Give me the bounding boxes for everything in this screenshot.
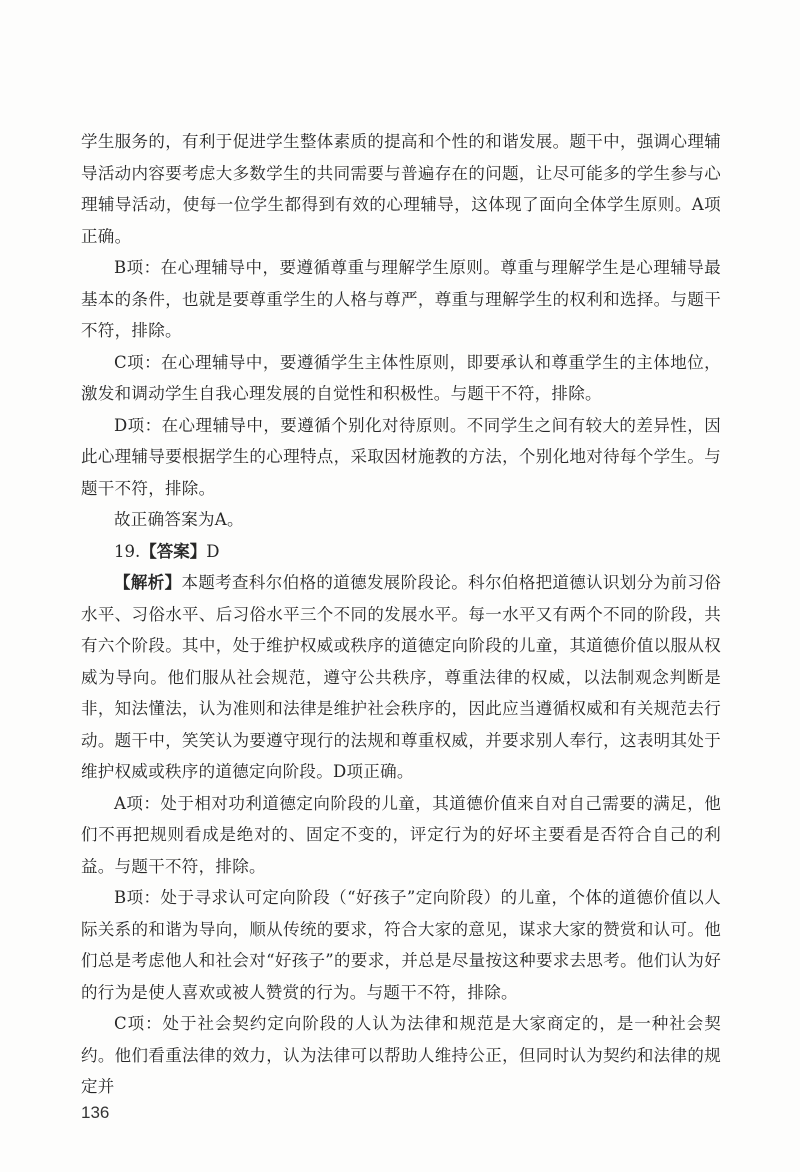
answer-value: D (206, 541, 220, 561)
paragraph-option-d: D项：在心理辅导中，要遵循个别化对待原则。不同学生之间有较大的差异性，因此心理辅导要根据学生的心理特点，采取因材施教的方法，个别化地对待每个学生。与题干不符，排除。 (81, 415, 721, 498)
paragraph-option-c: C项：在心理辅导中，要遵循学生主体性原则，即要承认和尊重学生的主体地位，激发和调动学生自我心理发展的自觉性和积极性。与题干不符，排除。 (81, 352, 721, 403)
analysis-text: 本题考查科尔伯格的道德发展阶段论。科尔伯格把道德认识划分为前习俗水平、习俗水平、后习俗水平三个不同的发展水平。每一水平又有两个不同的阶段，共有六个阶段。其中，处于维护权威或秩序的道德定向阶段的儿童，其道德价值以服从权威为导向。他们服从社会规范，遵守公共秩序，尊重法律的权威，以法制观念判断是非，知法懂法，认为准则和法律是维护社会秩序的，因此应当遵循权威和有关规范去行动。题干中，笑笑认为要遵守现行的法规和尊重权威，并要求别人奉行，这表明其处于维护权威或秩序的道德定向阶段。D项正确。 (81, 573, 721, 781)
answer-label: 【答案】 (140, 541, 207, 561)
paragraph-option-b: B项：在心理辅导中，要遵循尊重与理解学生原则。尊重与理解学生是心理辅导最基本的条件，也就是要尊重学生的人格与尊严，尊重与理解学生的权利和选择。与题干不符，排除。 (81, 258, 721, 340)
paragraph-19-option-c: C项：处于社会契约定向阶段的人认为法律和规范是大家商定的，是一种社会契约。他们看重法律的效力，认为法律可以帮助人维持公正，但同时认为契约和法律的规定并 (81, 1014, 721, 1096)
paragraph-conclusion: 故正确答案为A。 (114, 510, 244, 529)
page-number: 136 (81, 1103, 110, 1122)
paragraph-19-option-b: B项：处于寻求认可定向阶段（“好孩子”定向阶段）的儿童，个体的道德价值以人际关系的和谐为导向，顺从传统的要求，符合大家的意见，谋求大家的赞赏和认可。他们总是考虑他人和社会对“好孩子”的要求，并总是尽量按这种要求去思考。他们认为好的行为是使人喜欢或被人赞赏的行为。与题干不符，排除。 (81, 888, 721, 1002)
question-number: 19. (114, 541, 141, 561)
analysis-label: 【解析】 (114, 573, 182, 592)
paragraph-continuation: 学生服务的，有利于促进学生整体素质的提高和个性的和谐发展。题干中，强调心理辅导活动内容要考虑大多数学生的共同需要与普遍存在的问题，让尽可能多的学生参与心理辅导活动，使每一位学生都得到有效的心理辅导，这体现了面向全体学生原则。A项正确。 (81, 132, 721, 246)
body-text (81, 126, 721, 1103)
analysis-paragraph (81, 567, 721, 788)
question-19-answer (81, 536, 721, 568)
paragraph-19-option-a: A项：处于相对功利道德定向阶段的儿童，其道德价值来自对自己需要的满足，他们不再把规则看成是绝对的、固定不变的，评定行为的好坏主要看是否符合自己的利益。与题干不符，排除。 (81, 793, 721, 876)
